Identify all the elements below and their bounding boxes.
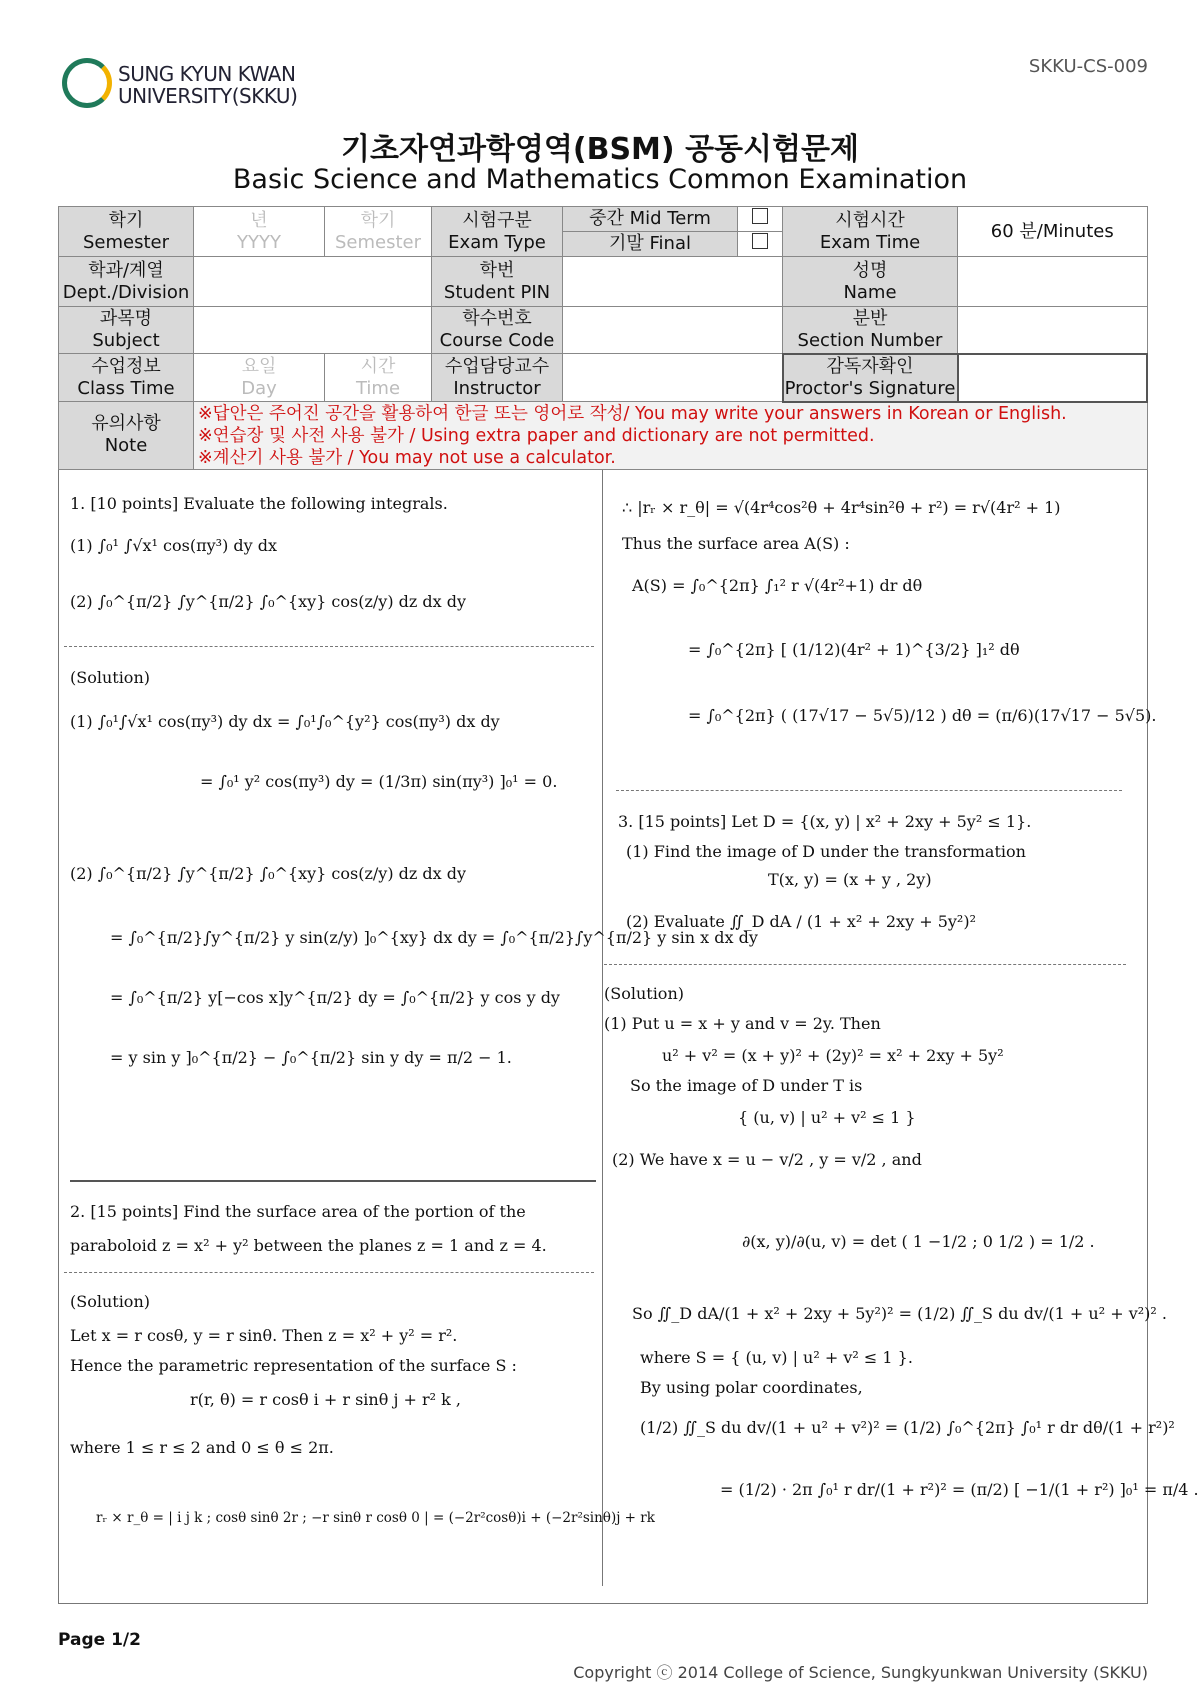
- mid-term-label: 중간 Mid Term: [563, 207, 738, 232]
- separator: [616, 790, 1122, 791]
- logo-line1: SUNG KYUN KWAN: [118, 62, 296, 86]
- day-field[interactable]: 요일 Day: [194, 354, 325, 402]
- solution-label: (Solution): [70, 1292, 150, 1311]
- exam-type-label-ko: 시험구분: [462, 209, 532, 231]
- class-label-ko: 수업정보: [91, 355, 161, 377]
- name-field[interactable]: [958, 257, 1148, 307]
- pin-field[interactable]: [563, 257, 783, 307]
- solution-q2-line-4: where 1 ≤ r ≤ 2 and 0 ≤ θ ≤ 2π.: [70, 1438, 334, 1457]
- exam-time-value: 60 분/Minutes: [958, 207, 1148, 257]
- solution-q2-line-5: ∴ |rᵣ × r_θ| = √(4r⁴cos²θ + 4r⁴sin²θ + r²) = r√(4r² + 1): [622, 498, 1061, 517]
- emblem-icon: [62, 58, 112, 108]
- question-3-line-3: T(x, y) = (x + y , 2y): [768, 870, 932, 889]
- solution-q3-line-10: (1/2) ∬_S du dv/(1 + u² + v²)² = (1/2) ∫₀^{2π} ∫₀¹ r dr dθ/(1 + r²)²: [640, 1418, 1175, 1437]
- instructor-label-ko: 수업담당교수: [444, 355, 550, 377]
- question-1: 1. [10 points] Evaluate the following integrals.: [70, 494, 448, 513]
- solution-q2-line-9: = ∫₀^{2π} ( (17√17 − 5√5)/12 ) dθ = (π/6)(17√17 − 5√5).: [688, 706, 1157, 725]
- question-1-part-1: (1) ∫₀¹ ∫√x¹ cos(πy³) dy dx: [70, 536, 278, 555]
- solution-q3-line-4: { (u, v) | u² + v² ≤ 1 }: [738, 1108, 916, 1127]
- solution-q2-cross-product: rᵣ × r_θ = | i j k ; cosθ sinθ 2r ; −r sinθ r cosθ 0 | = (−2r²cosθ)i + (−2r²sinθ)j + rk: [96, 1510, 655, 1526]
- course-field[interactable]: [563, 307, 783, 354]
- solution-q2-line-1: Let x = r cosθ, y = r sinθ. Then z = x² + y² = r².: [70, 1326, 458, 1345]
- solution-label: (Solution): [604, 984, 684, 1003]
- note-line-1: ※답안은 주어진 공간을 활용하여 한글 또는 영어로 작성/ You may write your answers in Korean or English.: [198, 403, 1067, 424]
- proctor-label-ko: 감독자확인: [826, 355, 914, 377]
- solution-q3-line-11: = (1/2) · 2π ∫₀¹ r dr/(1 + r²)² = (π/2) [ −1/(1 + r²) ]₀¹ = π/4 .: [720, 1480, 1199, 1499]
- question-3-line-1: 3. [15 points] Let D = {(x, y) | x² + 2xy + 5y² ≤ 1}.: [618, 812, 1032, 831]
- solution-q2-line-8: = ∫₀^{2π} [ (1/12)(4r² + 1)^{3/2} ]₁² dθ: [688, 640, 1020, 659]
- final-checkbox[interactable]: [752, 233, 768, 249]
- class-label-en: Class Time: [77, 377, 175, 399]
- note-line-3: ※계산기 사용 불가 / You may not use a calculator.: [198, 447, 616, 468]
- subject-label-ko: 과목명: [99, 308, 153, 329]
- question-2-line-2: paraboloid z = x² + y² between the planes z = 1 and z = 4.: [70, 1236, 547, 1255]
- pin-label-ko: 학번: [479, 259, 515, 281]
- note-label-ko: 유의사항: [91, 413, 161, 435]
- instructor-field[interactable]: [563, 354, 783, 402]
- question-3-line-4: (2) Evaluate ∬_D dA / (1 + x² + 2xy + 5y²)²: [626, 912, 976, 931]
- solution-q2-line-7: A(S) = ∫₀^{2π} ∫₁² r √(4r²+1) dr dθ: [632, 576, 923, 595]
- semester-label-ko: 학기: [108, 209, 144, 231]
- year-field[interactable]: 년 YYYY: [194, 207, 325, 257]
- section-field[interactable]: [958, 307, 1148, 354]
- section-label-ko: 분반: [852, 307, 888, 329]
- final-label: 기말 Final: [563, 232, 738, 257]
- section-label-en: Section Number: [797, 329, 943, 351]
- exam-time-label-en: Exam Time: [819, 231, 921, 253]
- separator: [604, 964, 1126, 965]
- solution-q3-line-2: u² + v² = (x + y)² + (2y)² = x² + 2xy + 5y²: [662, 1046, 1004, 1065]
- name-label-en: Name: [843, 281, 897, 303]
- university-logo: [62, 58, 322, 114]
- solution-q3-line-5: (2) We have x = u − v/2 , y = v/2 , and: [612, 1150, 922, 1169]
- solution-q3-line-3: So the image of D under T is: [630, 1076, 863, 1095]
- mid-term-checkbox[interactable]: [752, 208, 768, 224]
- logo-line2: UNIVERSITY(SKKU): [118, 84, 298, 108]
- solution-q3-line-6: ∂(x, y)/∂(u, v) = det ( 1 −1/2 ; 0 1/2 ) = 1/2 .: [742, 1232, 1095, 1251]
- solution-q3-line-1: (1) Put u = x + y and v = 2y. Then: [604, 1014, 881, 1033]
- separator: [70, 1180, 596, 1182]
- course-label-en: Course Code: [439, 330, 555, 351]
- solution-q2-line-3: r(r, θ) = r cosθ i + r sinθ j + r² k ,: [190, 1390, 461, 1409]
- solution-2-line-3: = ∫₀^{π/2} y[−cos x]y^{π/2} dy = ∫₀^{π/2} y cos y dy: [110, 988, 560, 1007]
- time-field[interactable]: 시간 Time: [325, 354, 432, 402]
- proctor-signature-field[interactable]: [958, 354, 1148, 402]
- document-code: SKKU-CS-009: [1028, 56, 1148, 77]
- subject-label-en: Subject: [92, 330, 160, 351]
- proctor-label-en: Proctor's Signature: [784, 377, 956, 399]
- solution-2-line-1: (2) ∫₀^{π/2} ∫y^{π/2} ∫₀^{xy} cos(z/y) dz dx dy: [70, 864, 467, 883]
- solution-q3-line-7: So ∬_D dA/(1 + x² + 2xy + 5y²)² = (1/2) ∬_S du dv/(1 + u² + v²)² .: [632, 1304, 1167, 1323]
- page-number: Page 1/2: [58, 1630, 141, 1650]
- solution-q2-line-6: Thus the surface area A(S) :: [622, 534, 850, 553]
- name-label-ko: 성명: [852, 259, 888, 281]
- semester-label-en: Semester: [82, 231, 170, 253]
- course-label-ko: 학수번호: [462, 308, 532, 329]
- title-korean: 기초자연과학영역(BSM) 공동시험문제: [341, 132, 859, 167]
- solution-1-line-1: (1) ∫₀¹∫√x¹ cos(πy³) dy dx = ∫₀¹∫₀^{y²} cos(πy³) dx dy: [70, 712, 500, 731]
- exam-header-table: [58, 206, 1148, 470]
- separator: [64, 1272, 594, 1273]
- solution-2-line-2: = ∫₀^{π/2}∫y^{π/2} y sin(z/y) ]₀^{xy} dx dy = ∫₀^{π/2}∫y^{π/2} y sin x dx dy: [110, 928, 758, 947]
- solution-1-line-2: = ∫₀¹ y² cos(πy³) dy = (1/3π) sin(πy³) ]₀¹ = 0.: [200, 772, 558, 791]
- pin-label-en: Student PIN: [443, 281, 551, 303]
- title-english: Basic Science and Mathematics Common Examination: [232, 164, 968, 195]
- note-line-2: ※연습장 및 사전 사용 불가 / Using extra paper and dictionary are not permitted.: [198, 425, 875, 446]
- separator: [64, 646, 594, 647]
- note-label-en: Note: [104, 435, 148, 457]
- column-divider: [602, 470, 603, 1586]
- question-1-part-2: (2) ∫₀^{π/2} ∫y^{π/2} ∫₀^{xy} cos(z/y) dz dx dy: [70, 592, 467, 611]
- instructor-label-en: Instructor: [453, 377, 541, 399]
- solution-q3-line-9: By using polar coordinates,: [640, 1378, 863, 1397]
- copyright: Copyright ⓒ 2014 College of Science, Sungkyunkwan University (SKKU): [573, 1663, 1148, 1682]
- question-2-line-1: 2. [15 points] Find the surface area of the portion of the: [70, 1202, 526, 1221]
- exam-time-label-ko: 시험시간: [835, 209, 905, 231]
- subject-field[interactable]: [194, 307, 432, 354]
- dept-field[interactable]: [194, 257, 432, 307]
- semester-field[interactable]: 학기 Semester: [325, 207, 432, 257]
- question-3-line-2: (1) Find the image of D under the transformation: [626, 842, 1026, 861]
- exam-type-label-en: Exam Type: [448, 231, 546, 253]
- solution-label: (Solution): [70, 668, 150, 687]
- dept-label-en: Dept./Division: [62, 281, 190, 303]
- dept-label-ko: 학과/계열: [88, 259, 164, 281]
- solution-q2-line-2: Hence the parametric representation of the surface S :: [70, 1356, 517, 1375]
- solution-2-line-4: = y sin y ]₀^{π/2} − ∫₀^{π/2} sin y dy = π/2 − 1.: [110, 1048, 512, 1067]
- solution-q3-line-8: where S = { (u, v) | u² + v² ≤ 1 }.: [640, 1348, 913, 1367]
